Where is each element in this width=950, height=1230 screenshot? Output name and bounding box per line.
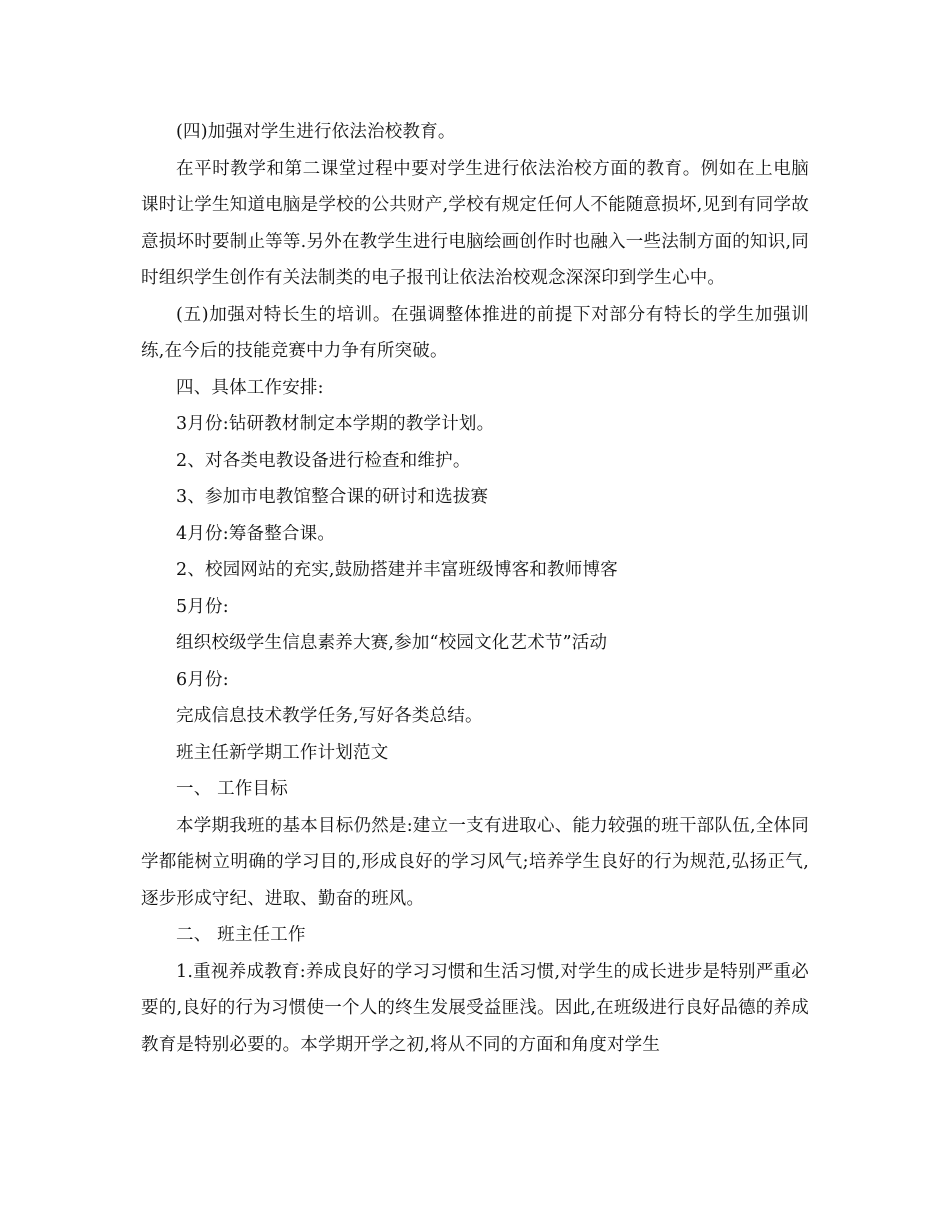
paragraph-june-item: 完成信息技术教学任务,写好各类总结。 (176, 706, 483, 726)
paragraph-work-heading: 二、 班主任工作 (176, 925, 306, 945)
document-body (141, 114, 809, 1063)
paragraph-goal-body: 本学期我班的基本目标仍然是:建立一支有进取心、能力较强的班干部队伍,全体同学都能树立明确的学习目的,形成良好的学习风气;培养学生良好的行为规范,弘扬正气,逐步形成守纪、进取、勤奋的班风。 (141, 815, 809, 909)
paragraph-may: 5月份: (176, 596, 229, 617)
paragraph-may-item: 组织校级学生信息素养大赛,参加“校园文化艺术节”活动 (176, 633, 608, 653)
paragraph-march: 3月份:钻研教材制定本学期的教学计划。 (176, 414, 495, 434)
paragraph-schedule-heading: 四、具体工作安排: (176, 377, 324, 398)
paragraph-heading-4: (四)加强对学生进行依法治校教育。 (176, 122, 456, 142)
paragraph-goal-heading: 一、 工作目标 (176, 779, 288, 799)
paragraph-habit-education: 1.重视养成教育:养成良好的学习习惯和生活习惯,对学生的成长进步是特别严重必要的,良好的行为习惯使一个人的终生发展受益匪浅。因此,在班级进行良好品德的养成教育是特别必要的。本学期开学之初,将从不同的方面和角度对学生 (141, 961, 809, 1055)
paragraph-section-title: 班主任新学期工作计划范文 (176, 742, 389, 763)
paragraph-march-item-3: 3、参加市电教馆整合课的研讨和选拔赛 (176, 487, 489, 507)
paragraph-special-students: (五)加强对特长生的培训。在强调整体推进的前提下对部分有特长的学生加强训练,在今后的技能竞赛中力争有所突破。 (141, 304, 809, 361)
paragraph-law-education: 在平时教学和第二课堂过程中要对学生进行依法治校方面的教育。例如在上电脑课时让学生知道电脑是学校的公共财产,学校有规定任何人不能随意损坏,见到有同学故意损坏时要制止等等.另外在教学生进行电脑绘画创作时也融入一些法制方面的知识,同时组织学生创作有关法制类的电子报刊让依法治校观念深深印到学生心中。 (141, 158, 809, 288)
paragraph-april-item-2: 2、校园网站的充实,鼓励搭建并丰富班级博客和教师博客 (176, 560, 618, 580)
paragraph-march-item-2: 2、对各类电教设备进行检查和维护。 (176, 450, 471, 471)
paragraph-june: 6月份: (176, 669, 229, 690)
paragraph-april: 4月份:筹备整合课。 (176, 523, 336, 544)
